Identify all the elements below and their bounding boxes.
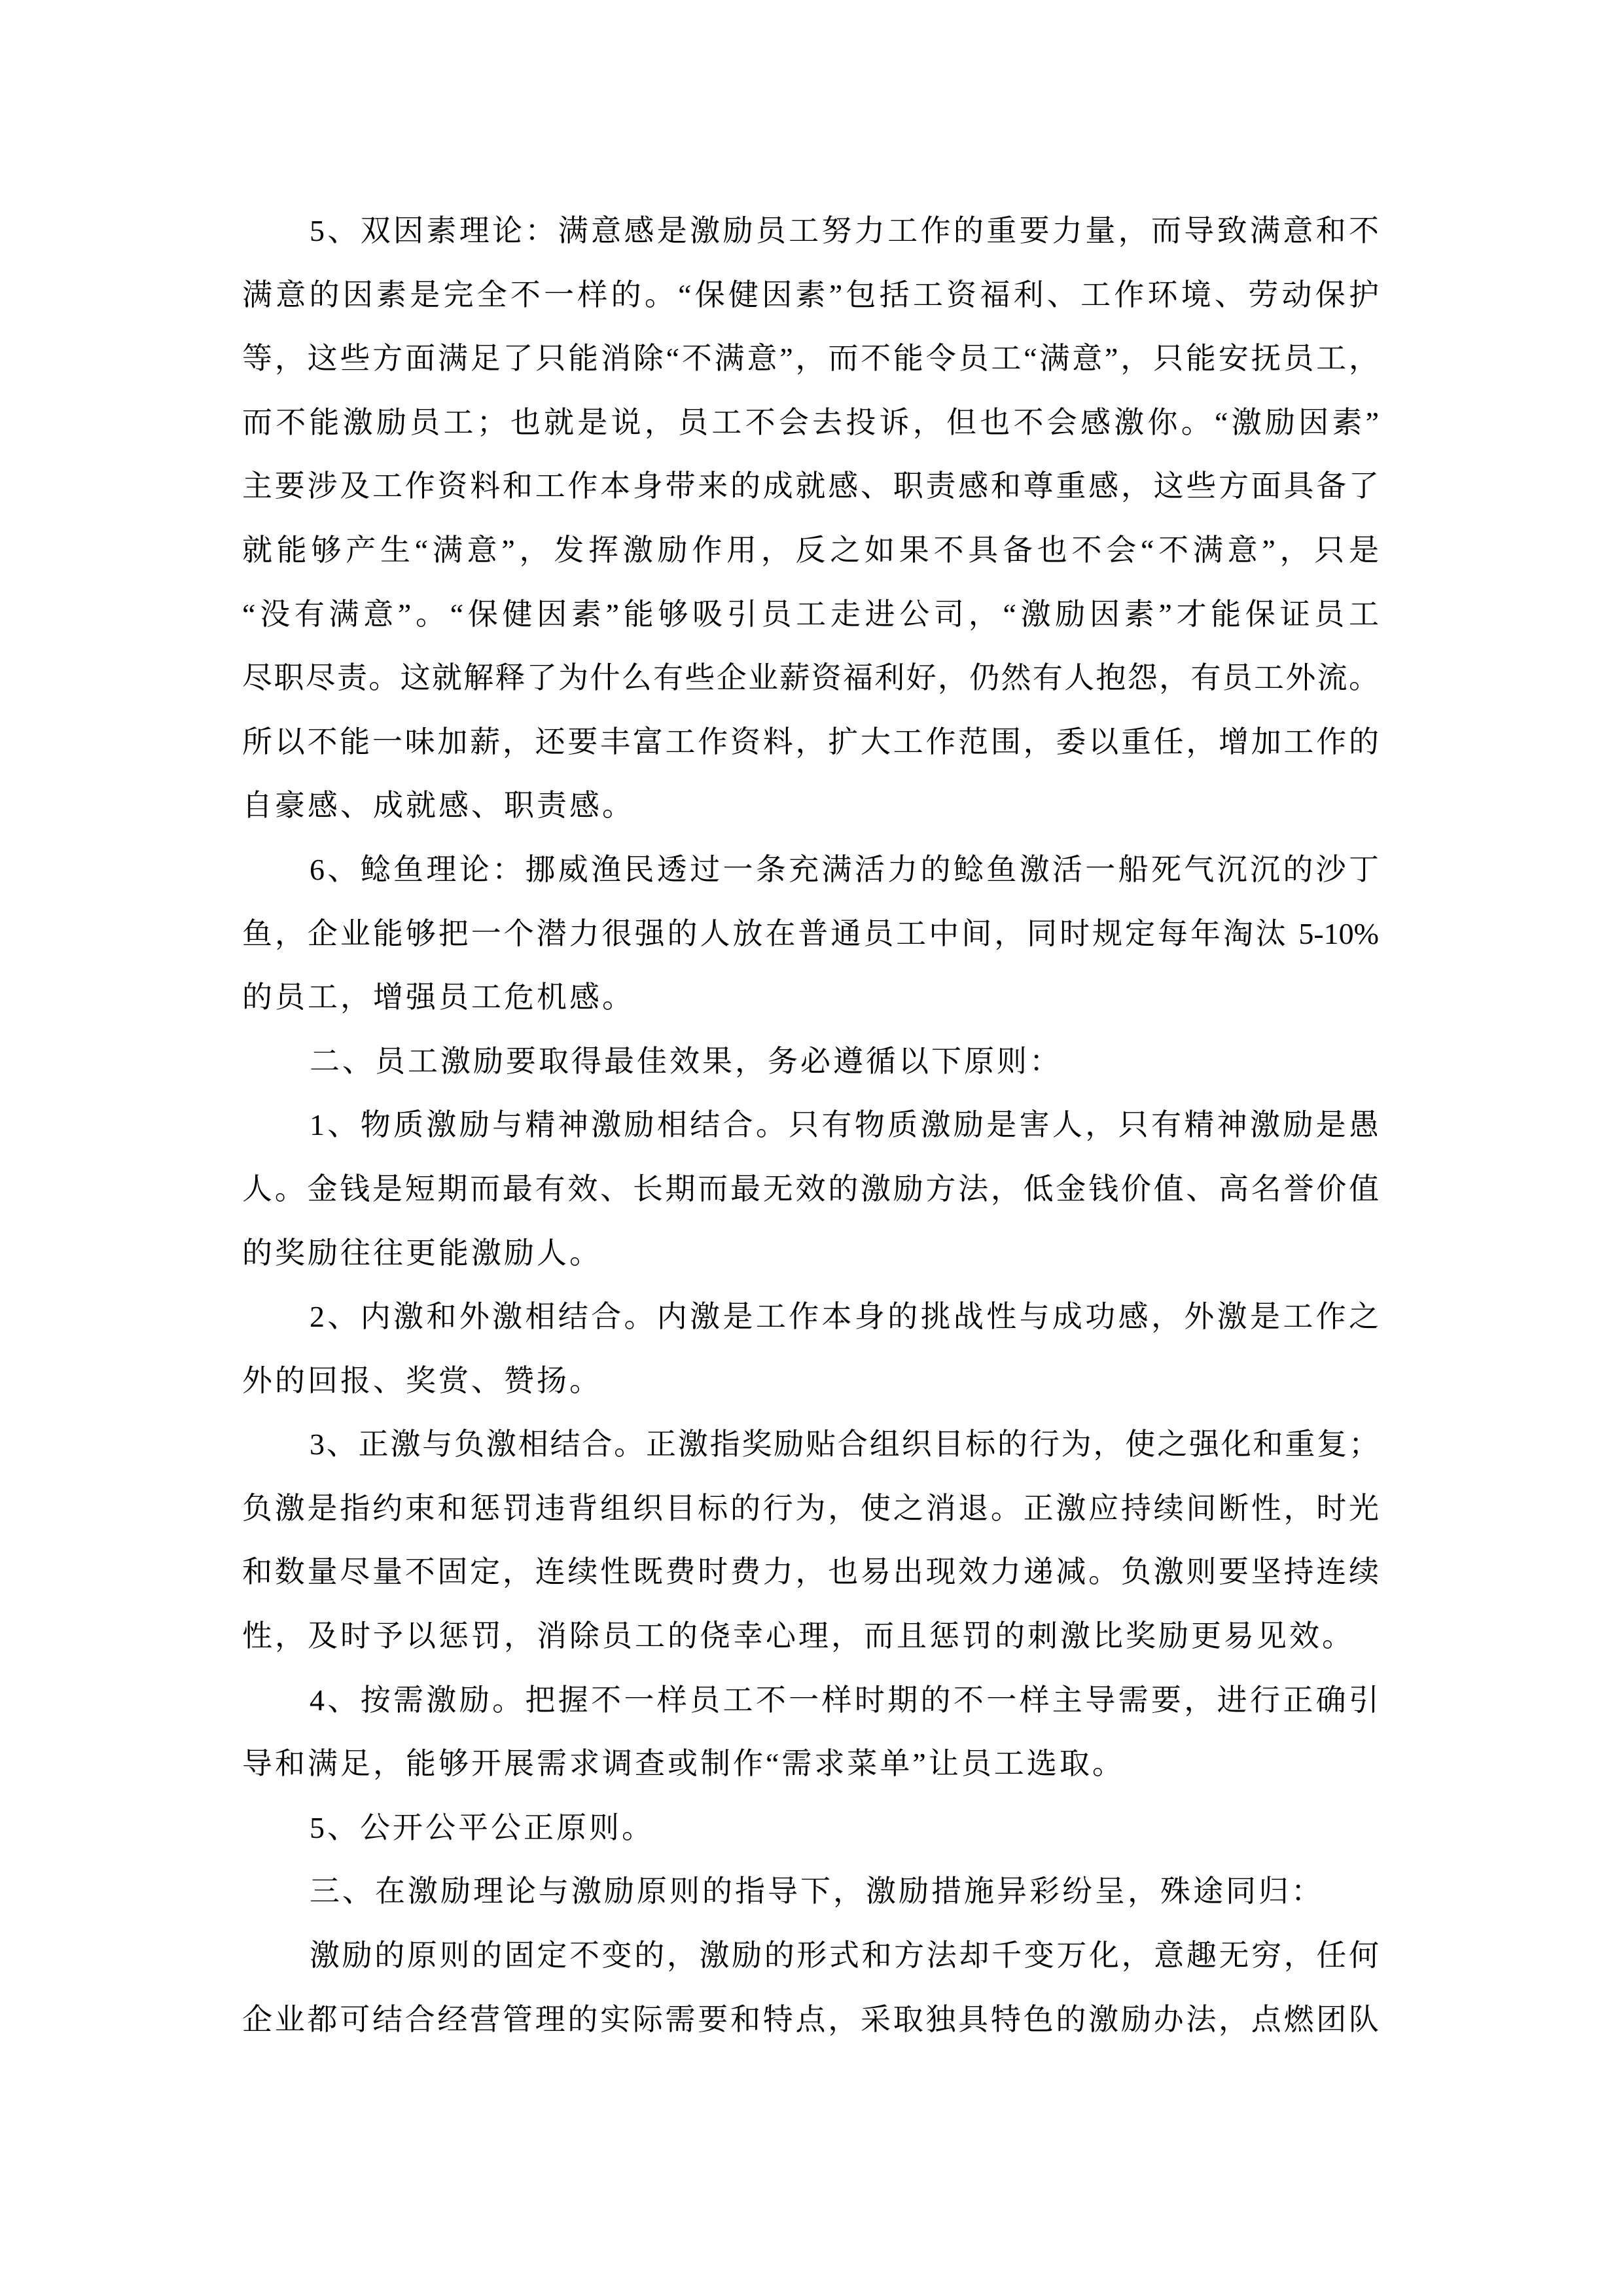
text-line: 自豪感、成就感、职责感。 xyxy=(242,789,635,823)
text-line: 企业都可结合经营管理的实际需要和特点，采取独具特色的激励办法，点燃团队 xyxy=(242,2002,1379,2036)
text-line: 鱼，企业能够把一个潜力很强的人放在普通员工中间，同时规定每年淘汰 5-10% xyxy=(242,916,1379,950)
text-line: 尽职尽责。这就解释了为什么有些企业薪资福利好，仍然有人抱怨，有员工外流。 xyxy=(242,661,1379,695)
text-line: “没有满意”。“保健因素”能够吸引员工走进公司，“激励因素”才能保证员工 xyxy=(242,597,1379,631)
text-line: 和数量尽量不固定，连续性既费时费力，也易出现效力递减。负激则要坚持连续 xyxy=(242,1555,1379,1589)
text-line: 激励的原则的固定不变的，激励的形式和方法却千变万化，意趣无穷，任何 xyxy=(310,1939,1379,1973)
text-line: 6、鲶鱼理论：挪威渔民透过一条充满活力的鲶鱼激活一船死气沉沉的沙丁 xyxy=(310,852,1379,886)
text-line: 1、物质激励与精神激励相结合。只有物质激励是害人，只有精神激励是愚 xyxy=(310,1108,1379,1142)
text-line: 二、员工激励要取得最佳效果，务必遵循以下原则： xyxy=(310,1044,1062,1078)
document-body-text xyxy=(242,199,1379,2051)
text-line: 等，这些方面满足了只能消除“不满意”，而不能令员工“满意”，只能安抚员工， xyxy=(242,342,1379,376)
text-line: 而不能激励员工；也就是说，员工不会去投诉，但也不会感激你。“激励因素” xyxy=(242,405,1379,439)
text-line: 主要涉及工作资料和工作本身带来的成就感、职责感和尊重感，这些方面具备了 xyxy=(242,469,1379,503)
text-line: 负激是指约束和惩罚违背组织目标的行为，使之消退。正激应持续间断性，时光 xyxy=(242,1491,1379,1525)
text-line: 4、按需激励。把握不一样员工不一样时期的不一样主导需要，进行正确引 xyxy=(310,1683,1379,1717)
text-line: 三、在激励理论与激励原则的指导下，激励措施异彩纷呈，殊途同归： xyxy=(310,1874,1324,1909)
text-line: 性，及时予以惩罚，消除员工的侥幸心理，而且惩罚的刺激比奖励更易见效。 xyxy=(242,1619,1355,1653)
text-line: 的奖励往往更能激励人。 xyxy=(242,1236,602,1270)
text-line: 外的回报、奖赏、赞扬。 xyxy=(242,1363,602,1397)
text-line: 所以不能一味加薪，还要丰富工作资料，扩大工作范围，委以重任，增加工作的 xyxy=(242,725,1379,759)
text-line: 5、双因素理论：满意感是激励员工努力工作的重要力量，而导致满意和不 xyxy=(310,214,1379,247)
text-line: 2、内激和外激相结合。内激是工作本身的挑战性与成功感，外激是工作之 xyxy=(310,1300,1379,1334)
text-line: 3、正激与负激相结合。正激指奖励贴合组织目标的行为，使之强化和重复； xyxy=(310,1427,1379,1462)
text-line: 5、公开公平公正原则。 xyxy=(310,1810,654,1844)
text-line: 就能够产生“满意”，发挥激励作用，反之如果不具备也不会“不满意”，只是 xyxy=(242,533,1379,567)
text-line: 人。金钱是短期而最有效、长期而最无效的激励方法，低金钱价值、高名誉价值 xyxy=(242,1172,1379,1206)
text-line: 的员工，增强员工危机感。 xyxy=(242,980,635,1014)
text-line: 满意的因素是完全不一样的。“保健因素”包括工资福利、工作环境、劳动保护 xyxy=(242,278,1379,312)
text-line: 导和满足，能够开展需求调查或制作“需求菜单”让员工选取。 xyxy=(242,1747,1125,1781)
